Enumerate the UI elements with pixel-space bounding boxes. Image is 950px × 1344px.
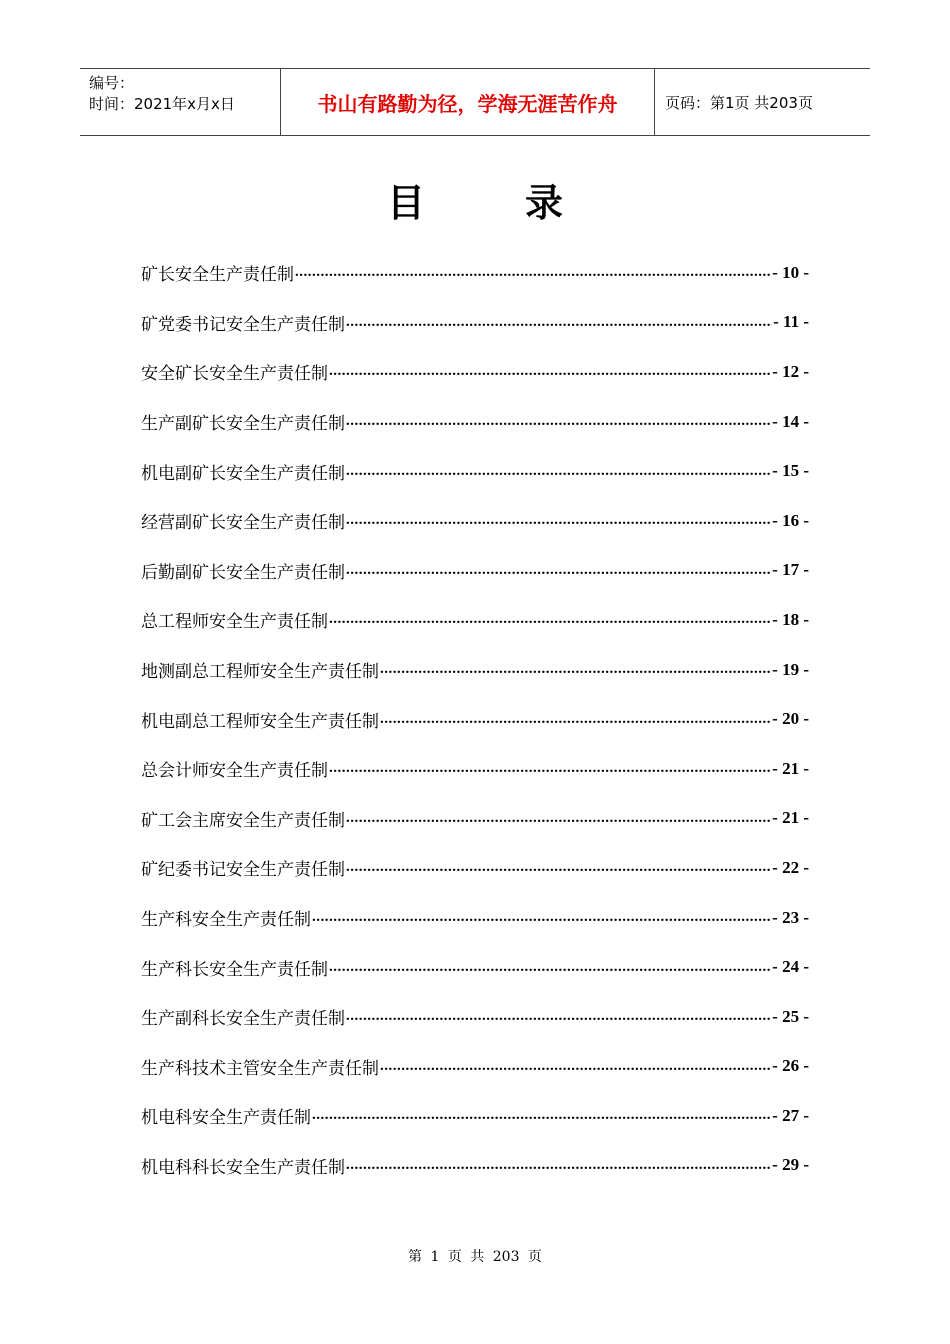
toc-entry-page: - 15 - <box>772 461 809 481</box>
toc-entry-page: - 20 - <box>772 709 809 729</box>
toc-entry-label: 生产副矿长安全生产责任制 <box>141 414 345 435</box>
toc-entry-page: - 21 - <box>772 808 809 828</box>
toc-dot-leader <box>329 363 771 380</box>
toc-entry[interactable] <box>141 1141 809 1191</box>
toc-dot-leader <box>380 661 771 678</box>
toc-entry[interactable] <box>141 446 809 496</box>
toc-entry-label: 经营副矿长安全生产责任制 <box>141 513 345 534</box>
toc-dot-leader <box>312 909 771 926</box>
toc-entry-label: 矿党委书记安全生产责任制 <box>141 314 345 335</box>
toc-entry[interactable] <box>141 694 809 744</box>
toc-entry[interactable] <box>141 744 809 794</box>
toc-dot-leader <box>346 463 771 480</box>
toc-entry-label: 生产科长安全生产责任制 <box>141 959 328 980</box>
toc-dot-leader <box>312 1107 771 1124</box>
toc-dot-leader <box>380 1058 771 1075</box>
toc-entry-label: 矿纪委书记安全生产责任制 <box>141 860 345 881</box>
toc-dot-leader <box>346 1008 771 1025</box>
toc-entry-label: 矿工会主席安全生产责任制 <box>141 810 345 831</box>
toc-entry-page: - 17 - <box>772 560 809 580</box>
date-line: 时间：2021年x月x日 <box>89 95 235 113</box>
toc-entry-page: - 16 - <box>772 510 809 530</box>
header-meta <box>80 69 281 135</box>
toc-dot-leader <box>346 562 771 579</box>
number-label: 编号： <box>89 74 135 92</box>
toc-entry[interactable] <box>141 248 809 298</box>
toc-entry-page: - 14 - <box>772 411 809 431</box>
toc-entry-page: - 23 - <box>772 907 809 927</box>
toc-entry[interactable] <box>141 794 809 844</box>
toc-entry-page: - 22 - <box>772 857 809 877</box>
toc-entry[interactable] <box>141 893 809 943</box>
toc-dot-leader <box>346 413 771 430</box>
page-header <box>80 68 870 136</box>
toc-entry-label: 机电科科长安全生产责任制 <box>141 1157 345 1178</box>
toc-entry-page: - 26 - <box>772 1056 809 1076</box>
toc-dot-leader <box>346 859 771 876</box>
toc-entry-label: 机电科安全生产责任制 <box>141 1108 311 1129</box>
toc-dot-leader <box>380 711 771 728</box>
toc-entry[interactable] <box>141 397 809 447</box>
toc-dot-leader <box>346 314 772 331</box>
toc-entry-page: - 11 - <box>773 312 809 332</box>
toc-entry-page: - 18 - <box>772 609 809 629</box>
toc-entry-label: 后勤副矿长安全生产责任制 <box>141 562 345 583</box>
toc-entry-label: 机电副总工程师安全生产责任制 <box>141 711 379 732</box>
toc-entry[interactable] <box>141 843 809 893</box>
toc-entry[interactable] <box>141 347 809 397</box>
toc-entry-label: 总工程师安全生产责任制 <box>141 612 328 633</box>
motto-text: 书山有路勤为径，学海无涯苦作舟 <box>317 91 618 116</box>
toc-entry[interactable] <box>141 992 809 1042</box>
toc-entry[interactable] <box>141 546 809 596</box>
toc-entry-label: 矿长安全生产责任制 <box>141 265 294 286</box>
toc-entry[interactable] <box>141 1091 809 1141</box>
toc-entry-page: - 12 - <box>772 361 809 381</box>
toc-entry[interactable] <box>141 942 809 992</box>
footer-page-number: 第 1 页 共 203 页 <box>408 1249 542 1265</box>
toc-entry-label: 安全矿长安全生产责任制 <box>141 364 328 385</box>
toc-entry[interactable] <box>141 1042 809 1092</box>
toc-dot-leader <box>346 810 771 827</box>
toc-entry-page: - 10 - <box>772 262 809 282</box>
toc-entry[interactable] <box>141 645 809 695</box>
toc-entry-page: - 25 - <box>772 1006 809 1026</box>
toc-entry-page: - 29 - <box>772 1155 809 1175</box>
toc-entry-label: 生产科技术主管安全生产责任制 <box>141 1058 379 1079</box>
header-motto <box>281 69 655 135</box>
toc-entry[interactable] <box>141 595 809 645</box>
toc-entry-label: 总会计师安全生产责任制 <box>141 761 328 782</box>
header-page-info <box>655 69 870 135</box>
toc-entry-page: - 21 - <box>772 758 809 778</box>
page-info-text: 页码：第1页 共203页 <box>665 93 813 112</box>
toc-entry-label: 机电副矿长安全生产责任制 <box>141 463 345 484</box>
table-of-contents <box>141 248 809 1190</box>
toc-dot-leader <box>329 959 771 976</box>
toc-dot-leader <box>329 611 771 628</box>
title-char-2: 录 <box>525 180 564 225</box>
toc-entry-label: 生产科安全生产责任制 <box>141 910 311 931</box>
toc-dot-leader <box>346 1157 771 1174</box>
toc-entry[interactable] <box>141 298 809 348</box>
toc-entry-label: 生产副科长安全生产责任制 <box>141 1009 345 1030</box>
page-footer <box>0 1246 950 1266</box>
toc-entry[interactable] <box>141 496 809 546</box>
page-title <box>0 172 950 227</box>
toc-dot-leader <box>346 512 771 529</box>
title-char-1: 目 <box>386 180 425 225</box>
toc-entry-page: - 27 - <box>772 1105 809 1125</box>
toc-entry-label: 地测副总工程师安全生产责任制 <box>141 662 379 683</box>
toc-entry-page: - 19 - <box>772 659 809 679</box>
toc-dot-leader <box>295 264 771 281</box>
toc-entry-page: - 24 - <box>772 957 809 977</box>
toc-dot-leader <box>329 760 771 777</box>
